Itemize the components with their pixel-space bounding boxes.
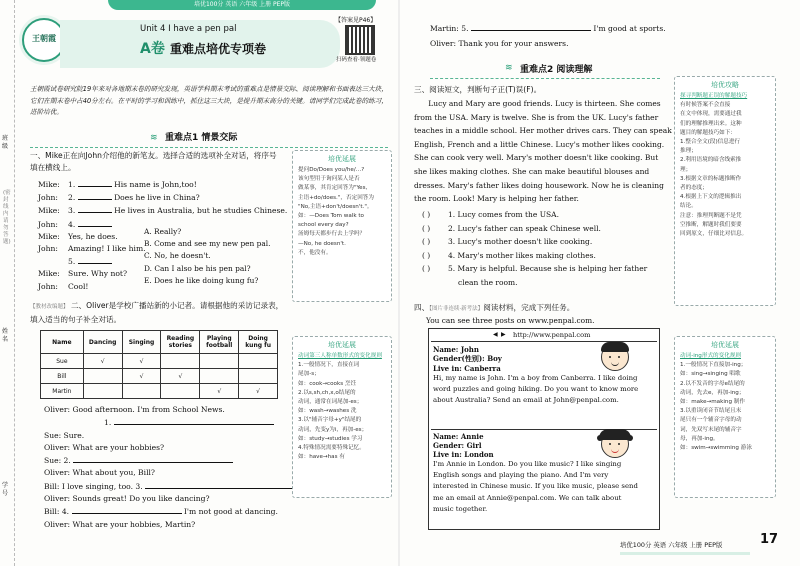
line-text: Sue: Sure. bbox=[44, 430, 85, 440]
browser-back-icon[interactable]: ◀ bbox=[493, 331, 498, 338]
right-top-line1 bbox=[430, 22, 666, 33]
tip-line: 不，他没有。 bbox=[298, 249, 332, 256]
tip-line: 1.一般情况下直接加-ing； bbox=[680, 362, 747, 369]
tip-line: 有时候答案不会直接 bbox=[680, 102, 731, 109]
table-cell: Martin bbox=[41, 384, 84, 399]
line-text: His name is John,too! bbox=[111, 180, 197, 189]
table-header-cell: Name bbox=[41, 331, 84, 354]
tip-line: 回到原文，仔细比对信息。 bbox=[680, 231, 748, 238]
tip-line: 1.整合全文(段)信息进行 bbox=[680, 139, 741, 146]
tip-line: 1.一般情况下，直接在词 bbox=[298, 362, 360, 369]
line-text: Oliver: What are your hobbies? bbox=[44, 442, 165, 452]
dialogue-line bbox=[44, 467, 294, 479]
tip-line: school every day? bbox=[298, 222, 349, 229]
post-annie-name: Name: Annie bbox=[433, 432, 484, 441]
item-number: 3. bbox=[68, 206, 78, 216]
q3-title: 三、阅读短文，判断句子正(T)误(F)。 bbox=[414, 85, 542, 94]
tf-item bbox=[422, 222, 672, 236]
dialogue-line bbox=[44, 493, 294, 505]
table-cell bbox=[83, 369, 122, 384]
option-item: E. Does he like doing kung fu? bbox=[144, 275, 259, 285]
tip-line: 动词，先去e，再加-ing； bbox=[680, 389, 745, 396]
table-row bbox=[41, 369, 278, 384]
tip-box-right-2-head: 动词-ing形式的变化规则 bbox=[680, 353, 742, 359]
section1-title: 重难点1 情景交际 bbox=[165, 133, 238, 143]
post-john-gender: Gender(性别): Boy bbox=[433, 354, 502, 363]
answer-blank[interactable] bbox=[145, 480, 305, 489]
speaker: John: bbox=[38, 193, 58, 203]
table-header-cell: Doing kung fu bbox=[239, 331, 278, 354]
passage-line: Lucy and Mary are good friends. Lucy is thirteen. She comes bbox=[414, 99, 661, 108]
binding-label-number: 学号 bbox=[2, 482, 9, 497]
tf-text: 4. Mary's mother likes making clothes. bbox=[448, 250, 596, 260]
table-cell bbox=[161, 354, 200, 369]
passage bbox=[414, 97, 672, 206]
tip-line: 动词，通常在词尾加-es； bbox=[298, 399, 363, 406]
dialogue-line bbox=[44, 430, 294, 442]
dialogue-line bbox=[44, 519, 294, 531]
post-annie-body bbox=[433, 459, 655, 515]
tip-line: 理； bbox=[680, 166, 692, 173]
passage-line: She can cook very well. Mary's mother doesn't like cooking. But bbox=[414, 153, 659, 163]
table-cell bbox=[122, 384, 161, 399]
dialogue-line bbox=[44, 480, 294, 493]
tip-line: "No,主语+don't/doesn't."。 bbox=[298, 203, 373, 210]
tip-line: 们的理解推理出来。这种 bbox=[680, 120, 742, 127]
dialogue-line bbox=[44, 416, 294, 429]
tip-line: 如：sing→singing 唱歌 bbox=[680, 371, 741, 378]
tip-box-right-1-text bbox=[675, 101, 775, 239]
q2-title-text: 二、Oliver是学校广播站新的小记者。请根据他的采访记录表，填入适当的句子补全对话。 bbox=[30, 301, 284, 324]
table-cell bbox=[239, 369, 278, 384]
dialogue-line bbox=[38, 204, 288, 217]
table-header-cell: Dancing bbox=[83, 331, 122, 354]
tip-line: 汤姆每天都步行去上学吗？ bbox=[298, 231, 366, 238]
table-row bbox=[41, 354, 278, 369]
url-bar bbox=[431, 331, 657, 342]
line-text: Bill: I love singing, too. 3. bbox=[44, 481, 146, 491]
paper-label: A卷 bbox=[140, 41, 165, 57]
page-number: 17 bbox=[760, 532, 779, 547]
tf-paren[interactable]: ( ) bbox=[422, 237, 431, 247]
item-number: 1. bbox=[68, 180, 78, 189]
tip-line: 母，再加-ing。 bbox=[680, 435, 719, 442]
tip-line: 4.特殊情况需要特殊记忆。 bbox=[298, 445, 365, 452]
tip-line: 词，先双写末尾的辅音字 bbox=[680, 426, 742, 433]
line-text: Oliver: What about you, Bill? bbox=[44, 468, 155, 478]
tip-line: 如：cook→cooks 烹饪 bbox=[298, 380, 357, 387]
line-text: Amazing! I like him. bbox=[68, 244, 146, 254]
table-cell: Bill bbox=[41, 369, 84, 384]
table-cell: Sue bbox=[41, 354, 84, 369]
line-text: Cool! bbox=[68, 281, 89, 291]
tip-line: 如：wash→washes 洗 bbox=[298, 408, 357, 415]
option-item: C. No, he doesn't. bbox=[144, 251, 211, 261]
paper-title: 重难点培优专项卷 bbox=[170, 42, 267, 56]
q4-title-text: 阅读材料，完成下列任务。 bbox=[483, 303, 575, 312]
tip-box-right-1-title: 培优攻略 bbox=[711, 81, 739, 89]
post-john-live: Live in: Canberra bbox=[433, 364, 501, 373]
tip-line: 动词，先变y为i，再加-es； bbox=[298, 426, 368, 433]
tf-item bbox=[422, 208, 672, 222]
table-header-cell: Reading stories bbox=[161, 331, 200, 354]
table-cell: √ bbox=[122, 369, 161, 384]
tip-box-right-1 bbox=[674, 76, 776, 306]
fold-gutter bbox=[398, 0, 400, 566]
answer-blank[interactable] bbox=[78, 218, 112, 227]
post-john-name: Name: John bbox=[433, 345, 479, 354]
post-line: me an email at Annie@penpal.com. We can talk about bbox=[433, 493, 622, 502]
post-line: about Australia? Send an email at John@penpal.com. bbox=[433, 396, 619, 405]
wave-icon: ≋ bbox=[505, 63, 513, 73]
right-top-line2: Oliver: Thank you for your answers. bbox=[430, 39, 569, 48]
item-number: 2. bbox=[68, 193, 78, 203]
passage-line: English, French and a little Chinese. Lucy's mother likes cooking. bbox=[414, 139, 665, 149]
tip-line: 3.以重读闭音节结尾且末 bbox=[680, 408, 742, 415]
tip-box-left-2-text bbox=[293, 361, 391, 462]
table-header-row bbox=[41, 331, 278, 354]
tf-text: 2. Lucy's father can speak Chinese well. bbox=[448, 223, 601, 233]
q2-dialogue bbox=[44, 404, 294, 531]
tip-line: 空推断，解题时我们要要 bbox=[680, 221, 742, 228]
answer-blank[interactable] bbox=[78, 191, 112, 200]
tip-line: 2.以s,sh,ch,x,o结尾的 bbox=[298, 389, 356, 396]
martin-label: Martin: 5. bbox=[430, 24, 471, 33]
logo-text: 王朝霞 bbox=[32, 34, 56, 43]
line-text-after: I'm not good at dancing. bbox=[181, 507, 278, 517]
answer-blank[interactable] bbox=[72, 505, 182, 514]
speaker: Mike: bbox=[38, 231, 60, 241]
table-cell bbox=[200, 369, 239, 384]
table-cell bbox=[83, 384, 122, 399]
dialogue-line bbox=[44, 404, 294, 416]
q1-title: 一、Mike正在向John介绍他的新笔友。选择合适的选项补全对话，将序号填在横线上。 bbox=[30, 151, 277, 172]
tip-line: —No, he doesn't. bbox=[298, 240, 346, 247]
line-text: Sure. Why not? bbox=[68, 269, 128, 279]
q4-intro: You can see three posts on www.penpal.com. bbox=[426, 316, 595, 325]
post-line: music together. bbox=[433, 504, 488, 513]
dialogue-line bbox=[44, 454, 294, 467]
tip-line: 该句型用于询问某人是否 bbox=[298, 176, 360, 183]
line-text: Bill: 4. bbox=[44, 507, 72, 517]
tip-box-right-2-title: 培优延展 bbox=[711, 341, 739, 349]
q2-tag: 【教材改编题】 bbox=[30, 304, 69, 310]
interview-table bbox=[40, 330, 278, 399]
tip-line: 如：swim→swimming 游泳 bbox=[680, 445, 752, 452]
q2-title bbox=[30, 300, 290, 326]
tip-line: 结论。 bbox=[680, 203, 697, 210]
tip-line: 如：make→making 制作 bbox=[680, 399, 745, 406]
tip-box-left-1 bbox=[292, 150, 392, 302]
tf-text: 1. Lucy comes from the USA. bbox=[448, 210, 559, 219]
table-cell bbox=[239, 354, 278, 369]
line-text: He lives in Australia, but he studies Chinese. bbox=[111, 206, 288, 216]
q4-title bbox=[414, 302, 574, 313]
post-annie-live: Live in: London bbox=[433, 450, 494, 459]
table-cell: √ bbox=[200, 384, 239, 399]
tf-paren[interactable]: ( ) bbox=[422, 250, 431, 260]
tip-line: 如：—Does Tom walk to bbox=[298, 213, 364, 220]
passage-line: from the USA. Mary is twelve. She is from the UK. Lucy's father bbox=[414, 112, 659, 122]
post-line: interested in Chinese music. If you like music, please send bbox=[433, 482, 638, 491]
table-cell bbox=[200, 354, 239, 369]
tf-paren[interactable]: ( ) bbox=[422, 210, 431, 219]
speaker: John: bbox=[38, 219, 58, 229]
post-john bbox=[433, 345, 655, 425]
tip-line: 做某事，其肯定回答为"Yes, bbox=[298, 185, 368, 192]
tip-line: 尾加-s； bbox=[298, 371, 320, 378]
qr-caption: 扫码查看·领题卷 bbox=[336, 57, 377, 63]
post-john-body bbox=[433, 373, 655, 407]
line-text: Oliver: Sounds great! Do you like dancing? bbox=[44, 494, 210, 504]
line-text: 1. bbox=[104, 418, 114, 428]
tf-paren[interactable]: ( ) bbox=[422, 223, 431, 233]
post-line: English songs and playing the piano. And I'm very bbox=[433, 471, 609, 480]
tip-line: 4.根据上下文的逻辑推出 bbox=[680, 194, 742, 201]
footer-text: 培优100分 英语 六年级 上册 PEP版 bbox=[620, 541, 723, 549]
post-line: I'm Annie in London. Do you like music? I like singing bbox=[433, 460, 622, 468]
tip-box-right-1-head: 探寻判断题正误的解题技巧 bbox=[680, 93, 748, 99]
tip-box-left-2-head: 动词第三人称单数形式的变化规则 bbox=[298, 353, 382, 359]
post-annie-gender: Gender: Girl bbox=[433, 441, 482, 450]
answer-blank[interactable] bbox=[78, 255, 112, 264]
tf-item bbox=[422, 262, 672, 276]
speaker: Mike: bbox=[38, 269, 60, 279]
table-header-cell: Playing football bbox=[200, 331, 239, 354]
answer-blank[interactable] bbox=[78, 204, 112, 213]
tip-box-left-2 bbox=[292, 336, 392, 498]
line-text: Does he live in China? bbox=[111, 193, 200, 203]
footer-accent bbox=[620, 552, 750, 555]
q4-prefix: 四、 bbox=[414, 303, 430, 312]
binding-label-name: 姓名 bbox=[2, 328, 9, 343]
section2-title: 重难点2 阅读理解 bbox=[520, 65, 593, 75]
post-line: word puzzles and going hiking. Do you want to know more bbox=[433, 385, 639, 394]
tf-text: 3. Lucy's mother doesn't like cooking. bbox=[448, 237, 593, 247]
answer-blank[interactable] bbox=[114, 416, 274, 425]
tip-box-left-2-title: 培优延展 bbox=[328, 341, 356, 349]
wave-icon: ≋ bbox=[150, 133, 158, 143]
table-cell bbox=[161, 384, 200, 399]
tip-line: 尾只有一个辅音字母的动 bbox=[680, 417, 742, 424]
passage-line: teaches in a middle school. Her mother drives cars. They can speak bbox=[414, 126, 672, 136]
tip-box-left-1-text bbox=[293, 164, 391, 260]
tip-line: 3.以"辅音字母+y"结尾的 bbox=[298, 417, 362, 424]
martin-answer-post: I'm good at sports. bbox=[590, 24, 666, 33]
tf-paren[interactable]: ( ) bbox=[422, 264, 431, 274]
boy-avatar bbox=[601, 343, 629, 371]
binding-seal-note: (密封线内请勿答题) bbox=[3, 190, 11, 245]
passage-line: she likes making clothes. She can make beautiful blouses and bbox=[414, 166, 650, 176]
unit-title: Unit 4 I have a pen pal bbox=[140, 24, 237, 34]
tip-box-right-2 bbox=[674, 336, 776, 498]
dialogue-line bbox=[38, 191, 288, 204]
item-number: 4. bbox=[68, 219, 78, 229]
line-text: Yes, he does. bbox=[68, 231, 118, 241]
q1-options bbox=[144, 226, 294, 287]
tip-box-right-2-text bbox=[675, 361, 775, 453]
dialogue-line bbox=[44, 505, 294, 518]
qr-code[interactable] bbox=[345, 25, 375, 55]
post-frame bbox=[428, 328, 660, 530]
line-text: Sue: 2. bbox=[44, 456, 74, 466]
line-text: Oliver: Good afternoon. I'm from School News. bbox=[44, 405, 225, 414]
passage-line: the room. Look! Mary is helping her father. bbox=[414, 194, 579, 204]
tip-line: 2.利用语境的暗含线索推 bbox=[680, 157, 742, 164]
answer-blank[interactable] bbox=[78, 178, 112, 187]
option-item: B. Come and see my new pen pal. bbox=[144, 239, 271, 249]
post-annie bbox=[433, 432, 655, 527]
answer-blank[interactable] bbox=[471, 22, 591, 31]
tip-line: 提问Do/Does you/he/…? bbox=[298, 167, 365, 173]
tip-line: 如：have→has 有 bbox=[298, 454, 345, 461]
tip-line: 3.根据文章的标题推断作 bbox=[680, 175, 742, 182]
option-item: A. Really? bbox=[144, 227, 182, 236]
tip-line: 注意：推理判断题不是凭 bbox=[680, 212, 742, 219]
table-cell: √ bbox=[161, 369, 200, 384]
q4-tag: 【图片非连续·新考法】 bbox=[429, 306, 484, 312]
answer-ref: 【答案见P46】 bbox=[335, 17, 377, 24]
speaker: Mike: bbox=[38, 206, 60, 216]
speaker: John: bbox=[38, 244, 58, 254]
tf-item bbox=[422, 249, 672, 263]
tip-line: 推理； bbox=[680, 148, 697, 155]
line-text: Oliver: What are your hobbies, Martin? bbox=[44, 519, 196, 529]
url-text[interactable]: http://www.penpal.com bbox=[513, 331, 591, 339]
tip-line: 者的态度； bbox=[680, 185, 708, 192]
tip-line: 如：study→studies 学习 bbox=[298, 435, 363, 442]
tip-line: 2.以不发音的字母e结尾的 bbox=[680, 380, 745, 387]
post-line: Hi, my name is John. I'm a boy from Canberra. I like doing bbox=[433, 374, 638, 382]
table-cell: √ bbox=[239, 384, 278, 399]
table-row bbox=[41, 384, 278, 399]
tip-line: 主语+do/does."，否定回答为 bbox=[298, 194, 374, 201]
tip-line: 题目的解题技巧如下： bbox=[680, 129, 736, 136]
speaker: John: bbox=[38, 281, 58, 291]
speaker: Mike: bbox=[38, 180, 60, 189]
item-number: 5. bbox=[68, 257, 78, 267]
tip-line: 在文中体现，需要通过我 bbox=[680, 111, 742, 118]
table-header-cell: Singing bbox=[122, 331, 161, 354]
tip-box-left-1-title: 培优延展 bbox=[328, 155, 356, 163]
option-item: D. Can I also be his pen pal? bbox=[144, 263, 251, 273]
dialogue-line bbox=[38, 178, 288, 191]
dialogue-line bbox=[44, 442, 294, 454]
tf-item-cont: clean the room. bbox=[458, 277, 518, 287]
tf-list bbox=[422, 208, 672, 290]
answer-blank[interactable] bbox=[73, 454, 233, 463]
girl-avatar bbox=[601, 430, 629, 458]
intro-text: 王朝霞试卷研究院19年来对各地期末卷的研究发现，英语学科期末考试的重难点是情景交际、阅读理解和书面表达三大块，它们在期末卷中占40分左右。在平时的学习和训练中，抓住这三大块，是提升期末高分的关键。请同学们完成此卷的练习，进阶培优。 bbox=[30, 85, 388, 116]
series-band: 培优100分 英语 六年级 上册 PEP版 bbox=[108, 0, 376, 10]
tf-text: 5. Mary is helpful. Because she is helping her father bbox=[448, 264, 648, 274]
tf-item bbox=[422, 235, 672, 249]
table-cell: √ bbox=[122, 354, 161, 369]
browser-forward-icon[interactable]: ▶ bbox=[501, 331, 506, 338]
binding-label-class: 班级 bbox=[2, 135, 9, 150]
table-cell: √ bbox=[83, 354, 122, 369]
passage-line: dresses. Mary's father likes doing housework. Now he is cleaning bbox=[414, 180, 664, 190]
section1-bar bbox=[30, 130, 388, 148]
section2-bar bbox=[430, 62, 660, 79]
